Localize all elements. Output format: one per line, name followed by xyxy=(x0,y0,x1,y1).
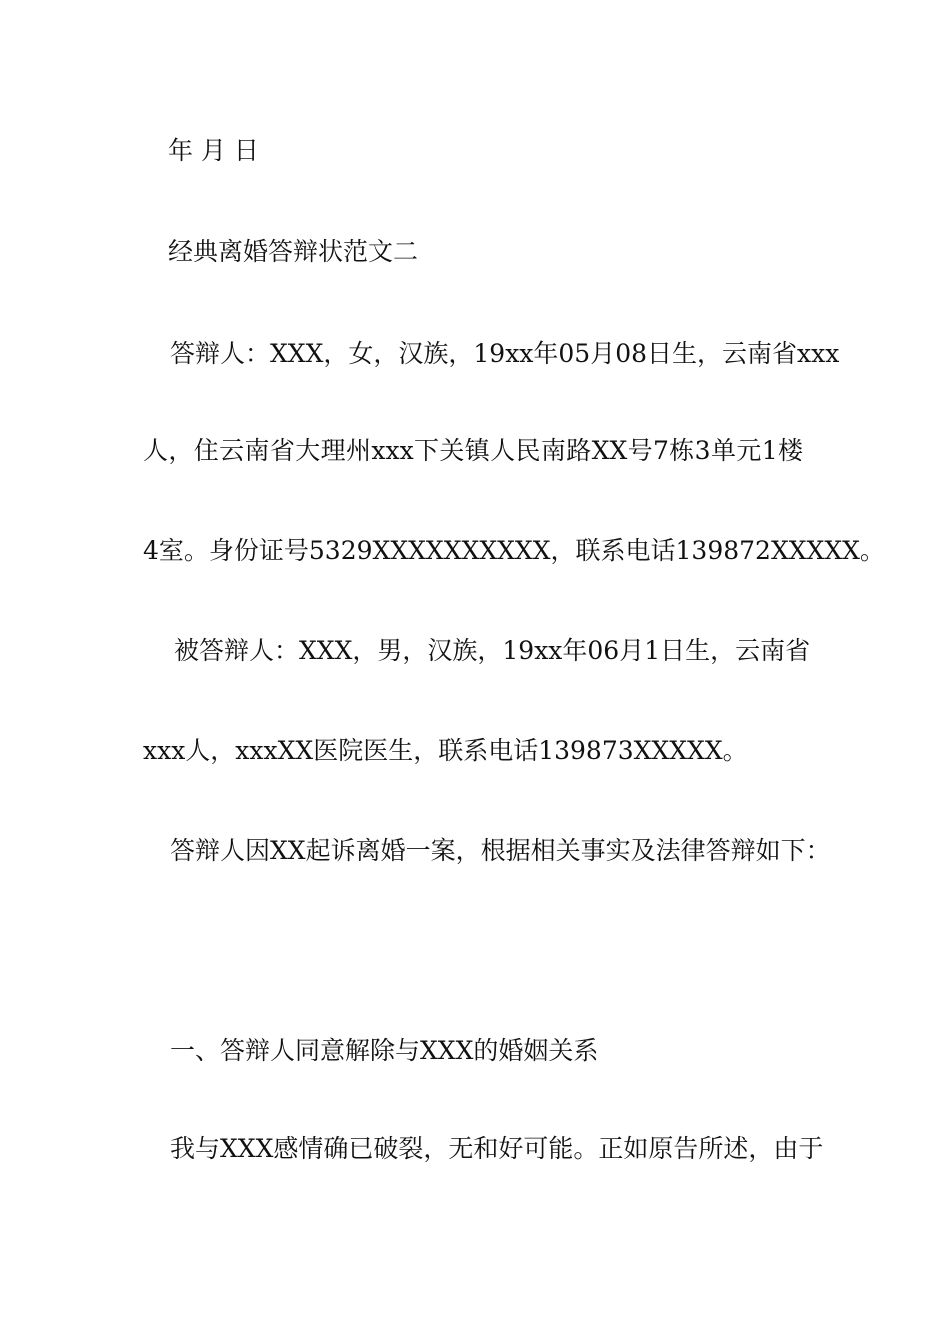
plaintiff-info-line-1: 被答辩人：XXX，男，汉族，19xx年06月1日生，云南省 xyxy=(174,636,811,665)
respondent-info-line-2: 人，住云南省大理州xxx下关镇人民南路XX号7栋3单元1楼 xyxy=(143,436,803,465)
section-1-paragraph-line-1: 我与XXX感情确已破裂，无和好可能。正如原告所述，由于 xyxy=(170,1134,824,1163)
respondent-info-line-1: 答辩人：XXX，女，汉族，19xx年05月08日生，云南省xxx xyxy=(170,339,840,368)
defense-intro: 答辩人因XX起诉离婚一案，根据相关事实及法律答辩如下： xyxy=(170,836,831,865)
plaintiff-info-line-2: xxx人，xxxXX医院医生，联系电话139873XXXXX。 xyxy=(143,736,748,765)
document-title: 经典离婚答辩状范文二 xyxy=(168,237,419,266)
date-line: 年 月 日 xyxy=(168,136,259,165)
section-1-heading: 一、答辩人同意解除与XXX的婚姻关系 xyxy=(170,1036,599,1065)
respondent-info-line-3: 4室。身份证号5329XXXXXXXXXX，联系电话139872XXXXX。 xyxy=(143,536,885,565)
